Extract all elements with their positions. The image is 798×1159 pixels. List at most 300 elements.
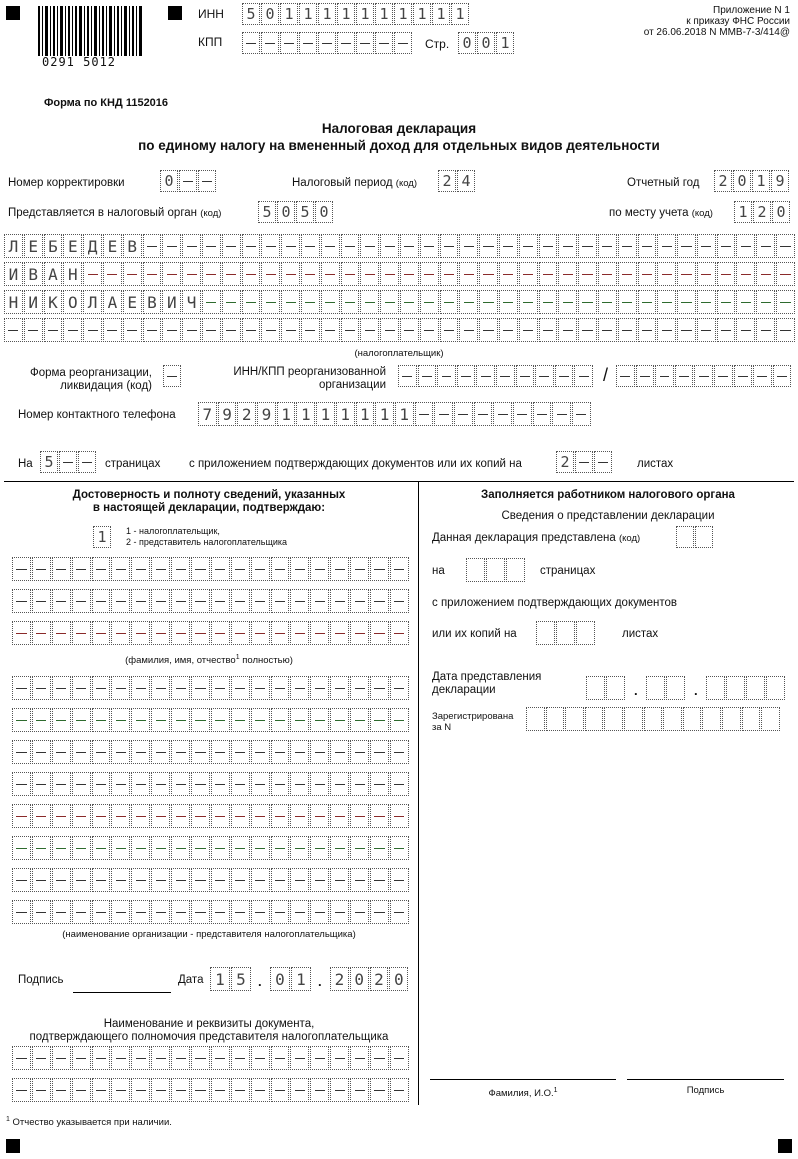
char-cell[interactable] [52, 676, 71, 700]
char-cell[interactable] [12, 1078, 31, 1102]
presented-pages-cells[interactable] [466, 558, 526, 582]
char-cell[interactable] [261, 262, 280, 286]
char-cell[interactable] [756, 290, 775, 314]
char-cell[interactable] [162, 318, 181, 342]
char-cell[interactable] [191, 1078, 210, 1102]
char-cell[interactable] [231, 1078, 250, 1102]
char-cell[interactable] [638, 290, 657, 314]
char-cell[interactable] [32, 740, 51, 764]
char-cell[interactable] [163, 365, 181, 387]
char-cell[interactable] [350, 900, 369, 924]
char-cell[interactable] [330, 836, 349, 860]
r-date-year-cells[interactable] [706, 676, 786, 700]
char-cell[interactable] [736, 234, 755, 258]
char-cell[interactable] [350, 557, 369, 581]
char-cell[interactable] [290, 621, 309, 645]
char-cell[interactable] [171, 676, 190, 700]
char-cell[interactable] [271, 868, 290, 892]
char-cell[interactable] [251, 1046, 270, 1070]
char-cell[interactable] [706, 676, 725, 700]
char-cell[interactable] [350, 589, 369, 613]
char-cell[interactable] [231, 676, 250, 700]
char-cell[interactable] [736, 318, 755, 342]
char-cell[interactable] [618, 318, 637, 342]
char-cell[interactable] [657, 318, 676, 342]
char-cell[interactable] [12, 900, 31, 924]
char-cell[interactable] [211, 676, 230, 700]
char-cell[interactable] [539, 262, 558, 286]
char-cell[interactable] [310, 708, 329, 732]
char-cell[interactable] [251, 708, 270, 732]
char-cell[interactable] [519, 290, 538, 314]
fio-row-3[interactable] [12, 621, 410, 645]
char-cell[interactable] [211, 621, 230, 645]
org-row-6[interactable] [12, 836, 410, 860]
char-cell[interactable] [231, 836, 250, 860]
fio-row-1[interactable] [12, 557, 410, 581]
char-cell[interactable] [12, 836, 31, 860]
char-cell[interactable] [415, 402, 434, 426]
char-cell[interactable]: О [63, 290, 82, 314]
char-cell[interactable] [390, 676, 409, 700]
char-cell[interactable] [151, 557, 170, 581]
char-cell[interactable] [151, 676, 170, 700]
char-cell[interactable] [310, 772, 329, 796]
char-cell[interactable] [310, 900, 329, 924]
char-cell[interactable] [535, 365, 554, 387]
char-cell[interactable] [92, 589, 111, 613]
char-cell[interactable] [420, 318, 439, 342]
char-cell[interactable] [638, 234, 657, 258]
char-cell[interactable] [12, 589, 31, 613]
char-cell[interactable]: 5 [40, 451, 58, 473]
char-cell[interactable] [638, 262, 657, 286]
char-cell[interactable] [506, 558, 525, 582]
char-cell[interactable]: 1 [316, 402, 335, 426]
char-cell[interactable] [52, 868, 71, 892]
char-cell[interactable]: Н [4, 290, 23, 314]
char-cell[interactable]: 5 [231, 967, 251, 991]
char-cell[interactable] [636, 365, 655, 387]
char-cell[interactable] [390, 868, 409, 892]
char-cell[interactable] [191, 900, 210, 924]
char-cell[interactable] [179, 170, 197, 192]
reorg-kpp-cells[interactable] [616, 365, 792, 387]
char-cell[interactable] [12, 868, 31, 892]
char-cell[interactable] [290, 676, 309, 700]
char-cell[interactable] [440, 318, 459, 342]
char-cell[interactable] [290, 900, 309, 924]
registration-number-cells[interactable] [526, 707, 781, 731]
char-cell[interactable] [546, 707, 565, 731]
char-cell[interactable] [143, 234, 162, 258]
char-cell[interactable] [533, 402, 552, 426]
char-cell[interactable]: 5 [258, 201, 276, 223]
char-cell[interactable]: 2 [438, 170, 456, 192]
char-cell[interactable] [222, 234, 241, 258]
char-cell[interactable] [171, 1046, 190, 1070]
char-cell[interactable] [310, 1046, 329, 1070]
char-cell[interactable] [111, 740, 130, 764]
char-cell[interactable] [702, 707, 721, 731]
char-cell[interactable] [211, 589, 230, 613]
char-cell[interactable]: 4 [457, 170, 475, 192]
char-cell[interactable] [24, 318, 43, 342]
char-cell[interactable] [182, 234, 201, 258]
char-cell[interactable] [697, 318, 716, 342]
char-cell[interactable] [341, 318, 360, 342]
char-cell[interactable] [111, 836, 130, 860]
char-cell[interactable] [191, 772, 210, 796]
char-cell[interactable] [330, 708, 349, 732]
char-cell[interactable] [251, 868, 270, 892]
char-cell[interactable] [111, 557, 130, 581]
char-cell[interactable] [222, 290, 241, 314]
reorg-cells[interactable] [163, 365, 182, 387]
char-cell[interactable] [496, 365, 515, 387]
char-cell[interactable] [572, 402, 591, 426]
char-cell[interactable] [171, 868, 190, 892]
char-cell[interactable]: Л [83, 290, 102, 314]
char-cell[interactable] [773, 365, 792, 387]
taxpayer-row-3[interactable] [4, 290, 796, 314]
char-cell[interactable] [360, 262, 379, 286]
char-cell[interactable] [310, 836, 329, 860]
char-cell[interactable] [261, 318, 280, 342]
char-cell[interactable] [618, 290, 637, 314]
char-cell[interactable] [390, 772, 409, 796]
char-cell[interactable] [131, 557, 150, 581]
presented-code-cells[interactable] [676, 526, 714, 548]
date-year-cells[interactable] [330, 967, 409, 991]
char-cell[interactable] [350, 621, 369, 645]
char-cell[interactable] [646, 676, 665, 700]
char-cell[interactable] [536, 621, 555, 645]
char-cell[interactable] [370, 1046, 389, 1070]
char-cell[interactable] [539, 234, 558, 258]
char-cell[interactable] [677, 290, 696, 314]
char-cell[interactable] [211, 740, 230, 764]
char-cell[interactable] [742, 707, 761, 731]
char-cell[interactable] [83, 262, 102, 286]
char-cell[interactable]: 5 [296, 201, 314, 223]
char-cell[interactable] [290, 1046, 309, 1070]
char-cell[interactable] [301, 234, 320, 258]
char-cell[interactable] [12, 708, 31, 732]
char-cell[interactable] [171, 836, 190, 860]
char-cell[interactable]: 2 [714, 170, 732, 192]
char-cell[interactable] [756, 262, 775, 286]
char-cell[interactable] [457, 365, 476, 387]
char-cell[interactable] [585, 707, 604, 731]
char-cell[interactable] [341, 290, 360, 314]
char-cell[interactable] [92, 804, 111, 828]
authority-cells[interactable] [258, 201, 334, 223]
char-cell[interactable] [123, 262, 142, 286]
char-cell[interactable] [697, 262, 716, 286]
char-cell[interactable] [52, 557, 71, 581]
char-cell[interactable] [32, 676, 51, 700]
char-cell[interactable] [350, 836, 369, 860]
char-cell[interactable] [83, 318, 102, 342]
char-cell[interactable] [657, 234, 676, 258]
char-cell[interactable] [330, 1078, 349, 1102]
char-cell[interactable] [400, 290, 419, 314]
char-cell[interactable]: 9 [218, 402, 237, 426]
char-cell[interactable] [92, 772, 111, 796]
char-cell[interactable] [231, 708, 250, 732]
char-cell[interactable] [191, 1046, 210, 1070]
char-cell[interactable] [131, 836, 150, 860]
char-cell[interactable] [271, 621, 290, 645]
char-cell[interactable]: 2 [753, 201, 771, 223]
char-cell[interactable] [598, 234, 617, 258]
char-cell[interactable] [638, 318, 657, 342]
char-cell[interactable] [12, 676, 31, 700]
char-cell[interactable] [380, 318, 399, 342]
char-cell[interactable] [290, 1078, 309, 1102]
date-day-cells[interactable] [210, 967, 252, 991]
char-cell[interactable] [310, 868, 329, 892]
char-cell[interactable] [281, 318, 300, 342]
char-cell[interactable]: Ч [182, 290, 201, 314]
char-cell[interactable] [4, 318, 23, 342]
char-cell[interactable] [162, 234, 181, 258]
char-cell[interactable] [556, 621, 575, 645]
period-cells[interactable] [438, 170, 476, 192]
char-cell[interactable] [552, 402, 571, 426]
char-cell[interactable] [578, 290, 597, 314]
char-cell[interactable] [242, 262, 261, 286]
char-cell[interactable] [440, 234, 459, 258]
char-cell[interactable] [555, 365, 574, 387]
char-cell[interactable] [310, 621, 329, 645]
char-cell[interactable] [390, 621, 409, 645]
char-cell[interactable] [578, 262, 597, 286]
char-cell[interactable] [330, 868, 349, 892]
char-cell[interactable] [459, 318, 478, 342]
char-cell[interactable] [52, 708, 71, 732]
char-cell[interactable] [52, 1046, 71, 1070]
char-cell[interactable] [12, 621, 31, 645]
char-cell[interactable]: 0 [160, 170, 178, 192]
char-cell[interactable] [499, 318, 518, 342]
char-cell[interactable] [72, 557, 91, 581]
char-cell[interactable] [143, 318, 162, 342]
char-cell[interactable] [151, 836, 170, 860]
char-cell[interactable] [420, 262, 439, 286]
char-cell[interactable] [644, 707, 663, 731]
char-cell[interactable]: 0 [315, 201, 333, 223]
char-cell[interactable]: 2 [237, 402, 256, 426]
char-cell[interactable]: И [162, 290, 181, 314]
org-row-3[interactable] [12, 740, 410, 764]
char-cell[interactable] [606, 676, 625, 700]
char-cell[interactable] [558, 318, 577, 342]
presented-sheets-cells[interactable] [536, 621, 596, 645]
char-cell[interactable] [330, 589, 349, 613]
char-cell[interactable] [211, 836, 230, 860]
char-cell[interactable] [52, 740, 71, 764]
char-cell[interactable]: А [103, 290, 122, 314]
char-cell[interactable] [151, 772, 170, 796]
char-cell[interactable] [493, 402, 512, 426]
char-cell[interactable] [756, 318, 775, 342]
char-cell[interactable] [151, 900, 170, 924]
char-cell[interactable] [290, 740, 309, 764]
taxpayer-row-2[interactable] [4, 262, 796, 286]
char-cell[interactable] [211, 804, 230, 828]
char-cell[interactable]: 1 [277, 402, 296, 426]
char-cell[interactable] [32, 804, 51, 828]
char-cell[interactable] [310, 589, 329, 613]
char-cell[interactable] [558, 262, 577, 286]
char-cell[interactable] [301, 318, 320, 342]
char-cell[interactable]: 9 [257, 402, 276, 426]
doc-row-1[interactable] [12, 1046, 410, 1070]
char-cell[interactable]: 1 [395, 402, 414, 426]
char-cell[interactable] [131, 772, 150, 796]
org-row-5[interactable] [12, 804, 410, 828]
char-cell[interactable] [171, 708, 190, 732]
char-cell[interactable] [370, 740, 389, 764]
char-cell[interactable] [677, 234, 696, 258]
char-cell[interactable] [736, 290, 755, 314]
org-row-2[interactable] [12, 708, 410, 732]
char-cell[interactable] [594, 451, 612, 473]
char-cell[interactable] [202, 318, 221, 342]
char-cell[interactable] [539, 318, 558, 342]
char-cell[interactable]: А [44, 262, 63, 286]
char-cell[interactable] [341, 262, 360, 286]
phone-cells[interactable] [198, 402, 592, 426]
char-cell[interactable] [44, 318, 63, 342]
char-cell[interactable] [12, 772, 31, 796]
char-cell[interactable] [776, 318, 795, 342]
char-cell[interactable] [251, 557, 270, 581]
char-cell[interactable]: 1 [296, 402, 315, 426]
attach-cells[interactable] [556, 451, 613, 473]
char-cell[interactable] [370, 772, 389, 796]
char-cell[interactable] [103, 262, 122, 286]
char-cell[interactable]: 0 [389, 967, 408, 991]
char-cell[interactable] [52, 589, 71, 613]
char-cell[interactable] [290, 772, 309, 796]
char-cell[interactable] [400, 318, 419, 342]
char-cell[interactable] [261, 290, 280, 314]
year-cells[interactable] [714, 170, 790, 192]
char-cell[interactable] [72, 589, 91, 613]
org-row-8[interactable] [12, 900, 410, 924]
char-cell[interactable] [321, 290, 340, 314]
char-cell[interactable] [251, 589, 270, 613]
char-cell[interactable]: 2 [556, 451, 574, 473]
char-cell[interactable] [281, 262, 300, 286]
char-cell[interactable] [92, 621, 111, 645]
char-cell[interactable] [350, 804, 369, 828]
char-cell[interactable] [476, 365, 495, 387]
char-cell[interactable] [111, 868, 130, 892]
char-cell[interactable]: 1 [210, 967, 230, 991]
char-cell[interactable] [222, 262, 241, 286]
char-cell[interactable] [330, 1046, 349, 1070]
char-cell[interactable] [574, 365, 593, 387]
char-cell[interactable] [202, 262, 221, 286]
char-cell[interactable] [211, 1078, 230, 1102]
char-cell[interactable] [437, 365, 456, 387]
place-cells[interactable] [734, 201, 791, 223]
char-cell[interactable] [72, 708, 91, 732]
char-cell[interactable] [251, 772, 270, 796]
reorg-inn-cells[interactable] [398, 365, 594, 387]
char-cell[interactable] [657, 290, 676, 314]
char-cell[interactable] [697, 234, 716, 258]
char-cell[interactable] [32, 836, 51, 860]
char-cell[interactable] [72, 868, 91, 892]
char-cell[interactable] [231, 589, 250, 613]
char-cell[interactable] [231, 740, 250, 764]
char-cell[interactable] [479, 318, 498, 342]
org-row-1[interactable] [12, 676, 410, 700]
r-fio-line[interactable] [430, 1079, 616, 1080]
char-cell[interactable] [676, 526, 694, 548]
char-cell[interactable] [519, 234, 538, 258]
char-cell[interactable] [400, 234, 419, 258]
char-cell[interactable]: Д [83, 234, 102, 258]
char-cell[interactable] [290, 868, 309, 892]
char-cell[interactable] [231, 621, 250, 645]
char-cell[interactable]: 1 [734, 201, 752, 223]
char-cell[interactable] [380, 290, 399, 314]
date-month-cells[interactable] [270, 967, 312, 991]
char-cell[interactable] [111, 621, 130, 645]
char-cell[interactable] [330, 804, 349, 828]
char-cell[interactable]: 0 [277, 201, 295, 223]
char-cell[interactable] [222, 318, 241, 342]
char-cell[interactable] [513, 402, 532, 426]
char-cell[interactable] [92, 836, 111, 860]
char-cell[interactable]: И [24, 290, 43, 314]
char-cell[interactable] [618, 262, 637, 286]
char-cell[interactable] [52, 836, 71, 860]
char-cell[interactable] [616, 365, 635, 387]
char-cell[interactable] [72, 836, 91, 860]
char-cell[interactable] [111, 708, 130, 732]
char-cell[interactable] [310, 804, 329, 828]
char-cell[interactable] [310, 676, 329, 700]
char-cell[interactable] [370, 804, 389, 828]
char-cell[interactable] [677, 318, 696, 342]
char-cell[interactable] [420, 234, 439, 258]
char-cell[interactable] [683, 707, 702, 731]
char-cell[interactable] [598, 262, 617, 286]
char-cell[interactable]: 1 [291, 967, 311, 991]
char-cell[interactable] [131, 1046, 150, 1070]
char-cell[interactable] [171, 900, 190, 924]
char-cell[interactable] [231, 804, 250, 828]
char-cell[interactable] [675, 365, 694, 387]
char-cell[interactable] [420, 290, 439, 314]
char-cell[interactable] [72, 676, 91, 700]
char-cell[interactable] [59, 451, 77, 473]
correction-cells[interactable] [160, 170, 217, 192]
char-cell[interactable] [182, 318, 201, 342]
char-cell[interactable] [440, 262, 459, 286]
char-cell[interactable] [330, 621, 349, 645]
char-cell[interactable] [281, 290, 300, 314]
r-sign-line[interactable] [627, 1079, 784, 1080]
char-cell[interactable] [726, 676, 745, 700]
